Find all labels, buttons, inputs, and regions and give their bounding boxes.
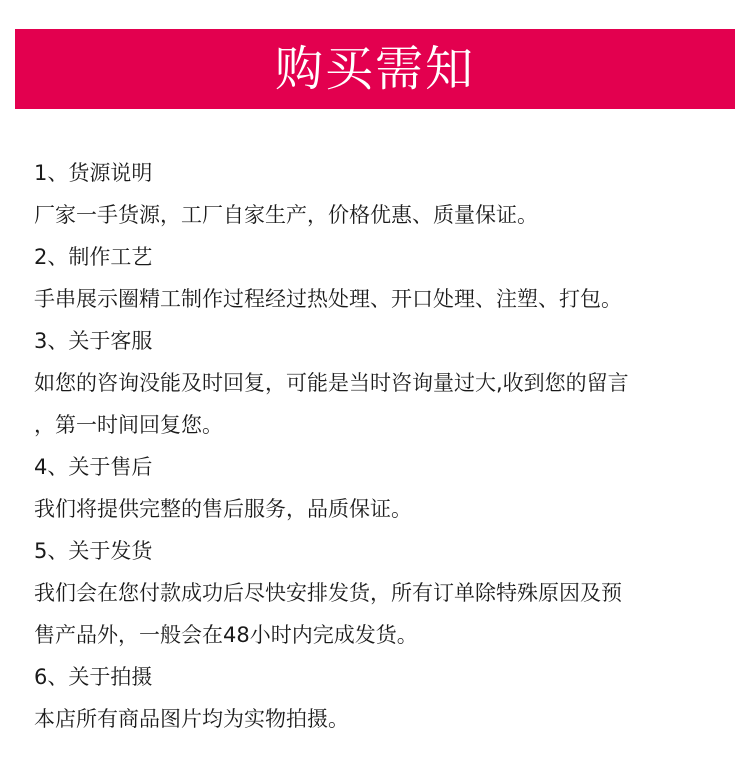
section-text-service-1: 如您的咨询没能及时回复，可能是当时咨询量过大,收到您的留言 bbox=[34, 371, 629, 395]
section-text-shipping-1: 我们会在您付款成功后尽快安排发货，所有订单除特殊原因及预 bbox=[34, 581, 622, 605]
section-text-source: 厂家一手货源，工厂自家生产，价格优惠、质量保证。 bbox=[34, 203, 538, 227]
section-heading-aftersale: 4、关于售后 bbox=[34, 455, 153, 479]
title-banner bbox=[15, 29, 735, 109]
section-heading-shipping: 5、关于发货 bbox=[34, 539, 153, 563]
section-text-service-2: ，第一时间回复您。 bbox=[34, 413, 223, 437]
section-heading-craft: 2、制作工艺 bbox=[34, 245, 153, 269]
section-text-photo: 本店所有商品图片均为实物拍摄。 bbox=[34, 707, 349, 731]
banner-title: 购买需知 bbox=[274, 41, 475, 97]
section-heading-source: 1、货源说明 bbox=[34, 161, 153, 185]
section-heading-photo: 6、关于拍摄 bbox=[34, 665, 153, 689]
section-text-craft: 手串展示圈精工制作过程经过热处理、开口处理、注塑、打包。 bbox=[34, 287, 622, 311]
section-heading-service: 3、关于客服 bbox=[34, 329, 153, 353]
section-text-aftersale: 我们将提供完整的售后服务，品质保证。 bbox=[34, 497, 412, 521]
notice-content bbox=[34, 152, 734, 740]
section-text-shipping-2: 售产品外，一般会在48小时内完成发货。 bbox=[34, 623, 418, 647]
